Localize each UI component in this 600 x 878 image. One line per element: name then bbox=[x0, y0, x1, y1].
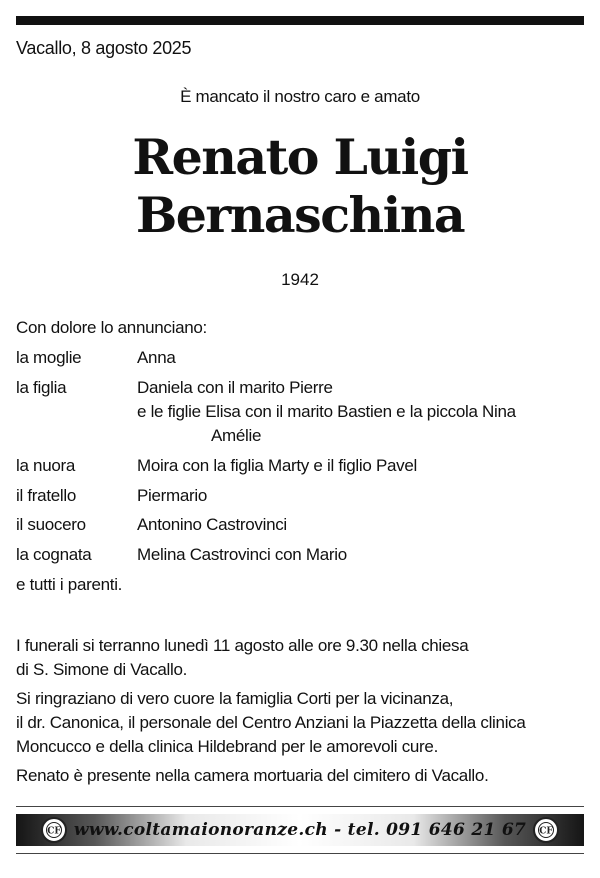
footer-rule-bottom bbox=[16, 853, 584, 854]
funeral-notice-line1: I funerali si terranno lunedì 11 agosto alle ore 9.30 nella chiesa bbox=[16, 636, 469, 655]
funeral-home-logo-icon bbox=[533, 817, 559, 843]
names-daughter-in-law: Moira con la figlia Marty e il figlio Pavel bbox=[137, 456, 417, 475]
names-daughter-line2: e le figlie Elisa con il marito Bastien e la piccola Nina bbox=[137, 402, 516, 421]
place-date: Vacallo, 8 agosto 2025 bbox=[16, 38, 192, 58]
names-father-in-law: Antonino Castrovinci bbox=[137, 515, 287, 534]
chapel-notice: Renato è presente nella camera mortuaria del cimitero di Vacallo. bbox=[16, 766, 489, 785]
names-wife: Anna bbox=[137, 348, 176, 367]
deceased-name-last: Bernaschina bbox=[135, 186, 465, 244]
relation-brother: il fratello bbox=[16, 486, 77, 505]
thanks-line2: il dr. Canonica, il personale del Centro Anziani la Piazzetta della clinica bbox=[16, 713, 526, 732]
thanks-line1: Si ringraziano di vero cuore la famiglia Corti per la vicinanza, bbox=[16, 689, 454, 708]
names-sister-in-law: Melina Castrovinci con Mario bbox=[137, 545, 347, 564]
funeral-notice-line2: di S. Simone di Vacallo. bbox=[16, 660, 188, 679]
relatives-closing: e tutti i parenti. bbox=[16, 575, 123, 594]
announce-text: Con dolore lo annunciano: bbox=[16, 318, 207, 337]
birth-year: 1942 bbox=[281, 270, 319, 289]
top-rule bbox=[16, 16, 584, 25]
names-daughter-line3: Amélie bbox=[211, 426, 262, 445]
thanks-line3: Moncucco e della clinica Hildebrand per le amorevoli cure. bbox=[16, 737, 438, 756]
footer-rule-top bbox=[16, 806, 584, 807]
svg-text:CF: CF bbox=[47, 826, 61, 837]
svg-text:CF: CF bbox=[539, 826, 553, 837]
footer-banner bbox=[16, 814, 584, 846]
intro-text: È mancato il nostro caro e amato bbox=[180, 87, 420, 106]
footer-contact: www.coltamaionoranze.ch - tel. 091 646 21 67 bbox=[73, 820, 527, 840]
deceased-name-first: Renato Luigi bbox=[132, 128, 468, 186]
names-brother: Piermario bbox=[137, 486, 208, 505]
relation-sister-in-law: la cognata bbox=[16, 545, 92, 564]
names-daughter: Daniela con il marito Pierre bbox=[137, 378, 333, 397]
relation-daughter: la figlia bbox=[16, 378, 67, 397]
relation-father-in-law: il suocero bbox=[16, 515, 86, 534]
relation-daughter-in-law: la nuora bbox=[16, 456, 76, 475]
relation-wife: la moglie bbox=[16, 348, 82, 367]
